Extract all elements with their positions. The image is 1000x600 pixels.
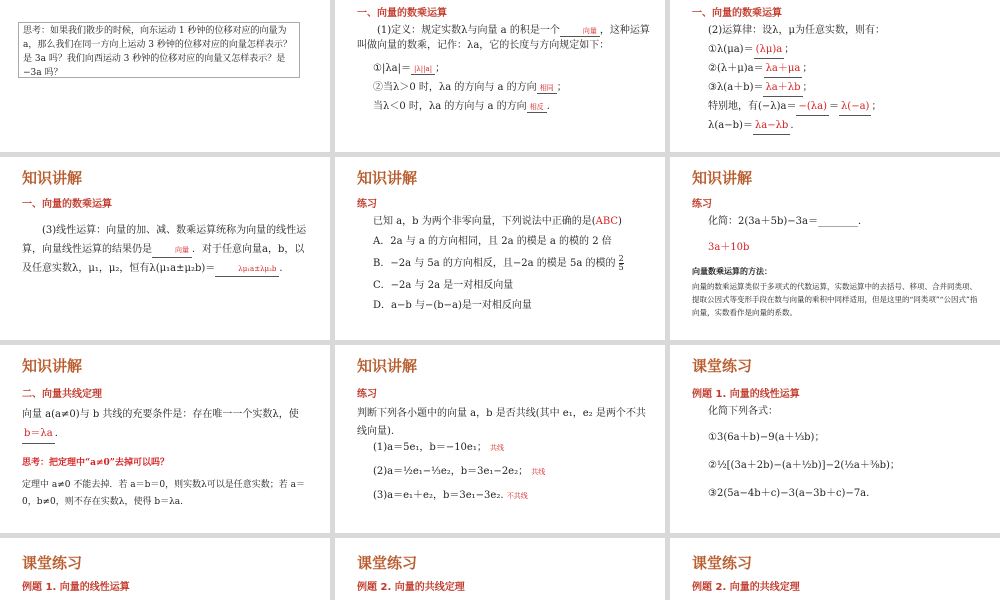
slide-title: 知识讲解: [692, 169, 753, 187]
linear-operation-paragraph: (3)线性运算：向量的加、减、数乘运算统称为向量的线性运算，向量线性运算的结果仍是 向量 ．对于任意向量a，b，以及任意实数λ，μ₁，μ₂，恒有λ(μ₁a±μ₂b)＝ λμ₁a±λμ₂b .: [22, 221, 312, 278]
law-2: ②(λ＋μ)a＝ λa＋μa ；: [708, 62, 812, 78]
slide-10[interactable]: [0, 538, 330, 600]
slide-title: 课堂练习: [692, 554, 753, 572]
slide-6[interactable]: [670, 157, 1000, 340]
option-b: B．−2a 与 5a 的方向相反，且−2a 的模是 5a 的模的 $\frac{2}{5}$: [373, 254, 624, 272]
section-heading: 练习: [692, 199, 712, 210]
law-special: 特别地，有(−λ)a＝ −(λa) ＝ λ(−a) ；: [708, 100, 881, 116]
section-heading: 例题 2. 向量的共线定理: [692, 582, 800, 593]
slide-title: 知识讲解: [22, 357, 83, 375]
slide-title: 知识讲解: [22, 169, 83, 187]
think-question: 思考：把定理中“a≠0”去掉可以吗？: [22, 458, 169, 468]
section-heading: 练习: [357, 199, 377, 210]
expr-1: ①3(6a＋b)−9(a＋⅓b)；: [708, 432, 825, 443]
rule-1: ①|λa|＝ |λ||a| ；: [373, 63, 446, 74]
slide-11[interactable]: [335, 538, 665, 600]
slide-5[interactable]: [335, 157, 665, 340]
slide-4[interactable]: [0, 157, 330, 340]
item-1: (1)a＝5e₁，b＝−10e₁； 共线: [373, 442, 505, 453]
expr-2: ②½[(3a＋2b)−(a＋½b)]−2(½a＋⅜b)；: [708, 460, 900, 471]
slide-8[interactable]: [335, 345, 665, 533]
answer: 3a＋10b: [708, 242, 750, 253]
think-box: 思考：如果我们散步的时候，向东运动 1 秒钟的位移对应的向量为 a，那么我们在同一方向上运动 3 秒钟的位移对应的向量怎样表示？是 3a 吗？我们向西运动 3 秒钟的位移对应的向量又怎样表示？是 −3a 吗？: [18, 22, 300, 78]
question: 判断下列各小题中的向量 a，b 是否共线(其中 e₁，e₂ 是两个不共线向量).: [357, 408, 646, 437]
section-heading: 一、向量的数乘运算: [692, 8, 782, 19]
expr-3: ③2(5a−4b＋c)−3(a−3b＋c)−7a.: [708, 488, 870, 499]
theorem-text: 向量 a(a≠0)与 b 共线的充要条件是：存在唯一一个实数λ，使b＝λa ．: [22, 405, 312, 444]
section-heading: 一、向量的数乘运算: [22, 199, 112, 210]
definition-paragraph: (1)定义：规定实数λ与向量 a 的积是一个 向量 ，这种运算叫做向量的数乘，记作：λa，它的长度与方向规定如下：: [357, 25, 650, 51]
section-heading: 例题 2. 向量的共线定理: [357, 582, 465, 593]
slide-title: 课堂练习: [357, 554, 418, 572]
option-a: A．2a 与 a 的方向相同，且 2a 的模是 a 的模的 2 倍: [373, 236, 612, 247]
slide-1[interactable]: [0, 0, 330, 152]
section-heading: 二、向量共线定理: [22, 389, 102, 400]
method-heading: 向量数乘运算的方法：: [692, 266, 772, 276]
slide-3[interactable]: [670, 0, 1000, 152]
slide-title: 知识讲解: [357, 169, 418, 187]
rule-2: ②当λ＞0 时，λa 的方向与 a 的方向 相同 ；: [373, 82, 567, 93]
method-text: 向量的数乘运算类似于多项式的代数运算，实数运算中的去括号、移项、合并同类项、提取公因式等变形手段在数与向量的乘积中同样适用，但是这里的“同类项”“公因式”指向量，实数看作是向量的系数。: [692, 282, 978, 318]
question: 化简：2(3a＋5b)−3a＝________．: [708, 216, 868, 227]
section-heading: 练习: [357, 389, 377, 400]
slide-7[interactable]: [0, 345, 330, 533]
rule-3: 当λ＜0 时，λa 的方向与 a 的方向 相反 .: [373, 101, 550, 112]
law-1: ①λ(μa)＝ (λμ)a ；: [708, 43, 794, 59]
question: 已知 a，b 为两个非零向量，下列说法中正确的是(ABC): [373, 216, 622, 227]
section-heading: 一、向量的数乘运算: [357, 8, 447, 19]
item-2: (2)a＝½e₁−⅓e₂，b＝3e₁−2e₂； 共线: [373, 466, 546, 477]
slide-9[interactable]: [670, 345, 1000, 533]
prompt: 化简下列各式：: [708, 406, 778, 417]
option-c: C．−2a 与 2a 是一对相反向量: [373, 280, 514, 291]
slide-2[interactable]: [335, 0, 665, 152]
think-answer: 定理中 a≠0 不能去掉．若 a＝b＝0，则实数λ可以是任意实数；若 a＝0，b≠0，则不存在实数λ，使得 b＝λa.: [22, 480, 306, 508]
section-heading: 例题 1. 向量的线性运算: [692, 389, 800, 400]
item-3: (3)a＝e₁＋e₂，b＝3e₁−3e₂. 不共线: [373, 490, 528, 501]
slide-title: 知识讲解: [357, 357, 418, 375]
slide-title: 课堂练习: [692, 357, 753, 375]
slide-12[interactable]: [670, 538, 1000, 600]
option-d: D．a−b 与−(b−a)是一对相反向量: [373, 300, 532, 311]
law-intro: (2)运算律：设λ，μ为任意实数，则有：: [708, 25, 886, 36]
law-5: λ(a−b)＝ λa−λb .: [708, 119, 794, 135]
law-3: ③λ(a＋b)＝ λa＋λb ；: [708, 81, 813, 97]
slide-title: 课堂练习: [22, 554, 83, 572]
section-heading: 例题 1. 向量的线性运算: [22, 582, 130, 593]
